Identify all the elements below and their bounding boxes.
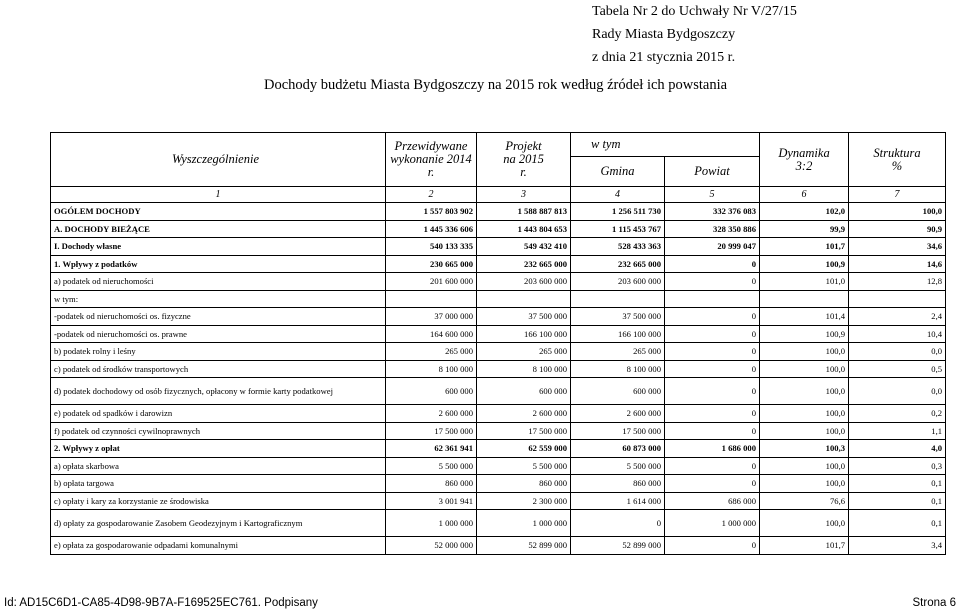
- cell-c5: 1 686 000: [665, 440, 760, 458]
- cell-c6: 76,6: [760, 492, 849, 510]
- cell-c6: 100,3: [760, 440, 849, 458]
- cell-c6: 101,0: [760, 273, 849, 291]
- row-label: e) opłata za gospodarowanie odpadami komunalnymi: [51, 537, 386, 555]
- cell-c5: 0: [665, 378, 760, 405]
- cell-c2: 62 361 941: [386, 440, 477, 458]
- col-number: 2: [386, 187, 477, 203]
- row-label: c) opłaty i kary za korzystanie ze środowiska: [51, 492, 386, 510]
- cell-c6: 100,0: [760, 510, 849, 537]
- cell-c7: 1,1: [849, 422, 946, 440]
- column-number-row: [51, 187, 946, 203]
- cell-c7: 0,1: [849, 510, 946, 537]
- row-label: e) podatek od spadków i darowizn: [51, 405, 386, 423]
- cell-c3: 52 899 000: [477, 537, 571, 555]
- row-label: f) podatek od czynności cywilnoprawnych: [51, 422, 386, 440]
- cell-c3: 600 000: [477, 378, 571, 405]
- cell-c2: 600 000: [386, 378, 477, 405]
- col-header-dynamika: Dynamika 3:2: [760, 133, 849, 187]
- cell-c6: 100,0: [760, 343, 849, 361]
- table-row: [51, 203, 946, 221]
- row-label: d) opłaty za gospodarowanie Zasobem Geodezyjnym i Kartograficznym: [51, 510, 386, 537]
- cell-c3: 549 432 410: [477, 238, 571, 256]
- cell-c4: 1 614 000: [571, 492, 665, 510]
- resolution-header: [592, 0, 797, 69]
- cell-c2: 860 000: [386, 475, 477, 493]
- cell-c7: 14,6: [849, 255, 946, 273]
- cell-c3: 203 600 000: [477, 273, 571, 291]
- table-row: [51, 255, 946, 273]
- income-table: [50, 132, 946, 555]
- cell-c2: 3 001 941: [386, 492, 477, 510]
- col-header-struktura: Struktura %: [849, 133, 946, 187]
- cell-c7: [849, 290, 946, 308]
- cell-c2: [386, 290, 477, 308]
- table-row: [51, 220, 946, 238]
- col-header-w-tym: w tym: [571, 133, 760, 157]
- cell-c2: 265 000: [386, 343, 477, 361]
- cell-c2: 1 445 336 606: [386, 220, 477, 238]
- cell-c7: 90,9: [849, 220, 946, 238]
- col-number: 1: [51, 187, 386, 203]
- table-row: [51, 273, 946, 291]
- table-row: [51, 360, 946, 378]
- cell-c5: 0: [665, 537, 760, 555]
- col-number: 7: [849, 187, 946, 203]
- cell-c3: 1 588 887 813: [477, 203, 571, 221]
- col-header-przewidywane: Przewidywane wykonanie 2014 r.: [386, 133, 477, 187]
- row-label: -podatek od nieruchomości os. prawne: [51, 325, 386, 343]
- document-title: Dochody budżetu Miasta Bydgoszczy na 2015 rok według źródeł ich powstania: [264, 77, 728, 93]
- cell-c3: 2 300 000: [477, 492, 571, 510]
- cell-c5: 0: [665, 273, 760, 291]
- col-number: 5: [665, 187, 760, 203]
- col-number: 6: [760, 187, 849, 203]
- cell-c4: 8 100 000: [571, 360, 665, 378]
- cell-c2: 8 100 000: [386, 360, 477, 378]
- cell-c4: 166 100 000: [571, 325, 665, 343]
- cell-c6: 102,0: [760, 203, 849, 221]
- cell-c3: 62 559 000: [477, 440, 571, 458]
- cell-c5: 0: [665, 343, 760, 361]
- cell-c5: 20 999 047: [665, 238, 760, 256]
- cell-c4: 37 500 000: [571, 308, 665, 326]
- cell-c6: 100,9: [760, 325, 849, 343]
- cell-c7: 0,3: [849, 457, 946, 475]
- col-header-gmina: Gmina: [571, 157, 665, 187]
- cell-c6: 100,9: [760, 255, 849, 273]
- cell-c7: 0,1: [849, 492, 946, 510]
- col-header-powiat: Powiat: [665, 157, 760, 187]
- cell-c2: 5 500 000: [386, 457, 477, 475]
- cell-c5: 0: [665, 325, 760, 343]
- cell-c6: [760, 290, 849, 308]
- cell-c6: 100,0: [760, 422, 849, 440]
- table-row: [51, 475, 946, 493]
- row-label: A. DOCHODY BIEŻĄCE: [51, 220, 386, 238]
- cell-c6: 101,7: [760, 537, 849, 555]
- row-label: 2. Wpływy z opłat: [51, 440, 386, 458]
- cell-c7: 0,2: [849, 405, 946, 423]
- cell-c4: 52 899 000: [571, 537, 665, 555]
- cell-c5: 0: [665, 360, 760, 378]
- cell-c7: 2,4: [849, 308, 946, 326]
- row-label: a) opłata skarbowa: [51, 457, 386, 475]
- cell-c3: 17 500 000: [477, 422, 571, 440]
- cell-c7: 3,4: [849, 537, 946, 555]
- cell-c6: 101,7: [760, 238, 849, 256]
- table-row: [51, 290, 946, 308]
- cell-c5: 1 000 000: [665, 510, 760, 537]
- col-number: 4: [571, 187, 665, 203]
- cell-c3: 265 000: [477, 343, 571, 361]
- cell-c6: 101,4: [760, 308, 849, 326]
- table-row: [51, 537, 946, 555]
- cell-c5: 328 350 886: [665, 220, 760, 238]
- cell-c4: 1 115 453 767: [571, 220, 665, 238]
- cell-c7: 10,4: [849, 325, 946, 343]
- resolution-council: Rady Miasta Bydgoszczy: [592, 27, 736, 42]
- cell-c5: 0: [665, 457, 760, 475]
- resolution-table-number: Tabela Nr 2 do Uchwały Nr V/27/15: [592, 4, 797, 19]
- cell-c3: 5 500 000: [477, 457, 571, 475]
- cell-c3: 1 000 000: [477, 510, 571, 537]
- cell-c2: 164 600 000: [386, 325, 477, 343]
- row-label: c) podatek od środków transportowych: [51, 360, 386, 378]
- cell-c4: 0: [571, 510, 665, 537]
- table-row: [51, 405, 946, 423]
- cell-c2: 201 600 000: [386, 273, 477, 291]
- row-label: a) podatek od nieruchomości: [51, 273, 386, 291]
- cell-c4: 528 433 363: [571, 238, 665, 256]
- table-row: [51, 325, 946, 343]
- table-row: [51, 343, 946, 361]
- cell-c2: 2 600 000: [386, 405, 477, 423]
- cell-c5: 686 000: [665, 492, 760, 510]
- row-label: d) podatek dochodowy od osób fizycznych, opłacony w formie karty podatkowej: [51, 378, 386, 405]
- row-label: 1. Wpływy z podatków: [51, 255, 386, 273]
- cell-c7: 34,6: [849, 238, 946, 256]
- table-row: [51, 422, 946, 440]
- cell-c3: 2 600 000: [477, 405, 571, 423]
- table-row: [51, 492, 946, 510]
- cell-c7: 12,8: [849, 273, 946, 291]
- cell-c5: 0: [665, 475, 760, 493]
- col-header-projekt: Projekt na 2015 r.: [477, 133, 571, 187]
- cell-c2: 17 500 000: [386, 422, 477, 440]
- col-header-wyszczegolnienie: Wyszczególnienie: [51, 133, 386, 187]
- cell-c5: 0: [665, 308, 760, 326]
- cell-c4: 600 000: [571, 378, 665, 405]
- table-row: [51, 238, 946, 256]
- table-row: [51, 378, 946, 405]
- cell-c5: 0: [665, 422, 760, 440]
- cell-c5: 332 376 083: [665, 203, 760, 221]
- footer: [4, 597, 956, 609]
- cell-c2: 540 133 335: [386, 238, 477, 256]
- cell-c7: 4,0: [849, 440, 946, 458]
- cell-c4: 265 000: [571, 343, 665, 361]
- cell-c4: 17 500 000: [571, 422, 665, 440]
- row-label: I. Dochody własne: [51, 238, 386, 256]
- cell-c5: 0: [665, 255, 760, 273]
- table-row: [51, 510, 946, 537]
- cell-c4: 1 256 511 730: [571, 203, 665, 221]
- cell-c2: 1 557 803 902: [386, 203, 477, 221]
- table-row: [51, 308, 946, 326]
- table-row: [51, 440, 946, 458]
- row-label: OGÓLEM DOCHODY: [51, 203, 386, 221]
- cell-c6: 99,9: [760, 220, 849, 238]
- header-row-1: [51, 133, 946, 157]
- cell-c6: 100,0: [760, 457, 849, 475]
- cell-c7: 0,1: [849, 475, 946, 493]
- cell-c4: 232 665 000: [571, 255, 665, 273]
- cell-c3: 166 100 000: [477, 325, 571, 343]
- cell-c3: 232 665 000: [477, 255, 571, 273]
- cell-c5: [665, 290, 760, 308]
- cell-c4: 5 500 000: [571, 457, 665, 475]
- cell-c4: 860 000: [571, 475, 665, 493]
- cell-c6: 100,0: [760, 378, 849, 405]
- document-id: Id: AD15C6D1-CA85-4D98-9B7A-F169525EC761. Podpisany: [4, 597, 318, 609]
- cell-c3: 8 100 000: [477, 360, 571, 378]
- table-row: [51, 457, 946, 475]
- cell-c6: 100,0: [760, 475, 849, 493]
- row-label: w tym:: [51, 290, 386, 308]
- resolution-date: z dnia 21 stycznia 2015 r.: [592, 50, 736, 65]
- cell-c4: 2 600 000: [571, 405, 665, 423]
- cell-c3: 1 443 804 653: [477, 220, 571, 238]
- cell-c7: 0,0: [849, 378, 946, 405]
- cell-c4: 60 873 000: [571, 440, 665, 458]
- cell-c3: [477, 290, 571, 308]
- cell-c2: 37 000 000: [386, 308, 477, 326]
- cell-c6: 100,0: [760, 360, 849, 378]
- cell-c7: 0,5: [849, 360, 946, 378]
- cell-c7: 100,0: [849, 203, 946, 221]
- cell-c3: 860 000: [477, 475, 571, 493]
- cell-c4: [571, 290, 665, 308]
- col-number: 3: [477, 187, 571, 203]
- cell-c6: 100,0: [760, 405, 849, 423]
- cell-c7: 0,0: [849, 343, 946, 361]
- row-label: b) podatek rolny i leśny: [51, 343, 386, 361]
- row-label: -podatek od nieruchomości os. fizyczne: [51, 308, 386, 326]
- cell-c2: 1 000 000: [386, 510, 477, 537]
- cell-c2: 230 665 000: [386, 255, 477, 273]
- row-label: b) opłata targowa: [51, 475, 386, 493]
- cell-c2: 52 000 000: [386, 537, 477, 555]
- cell-c4: 203 600 000: [571, 273, 665, 291]
- cell-c3: 37 500 000: [477, 308, 571, 326]
- page-number: Strona 6: [912, 597, 956, 609]
- cell-c5: 0: [665, 405, 760, 423]
